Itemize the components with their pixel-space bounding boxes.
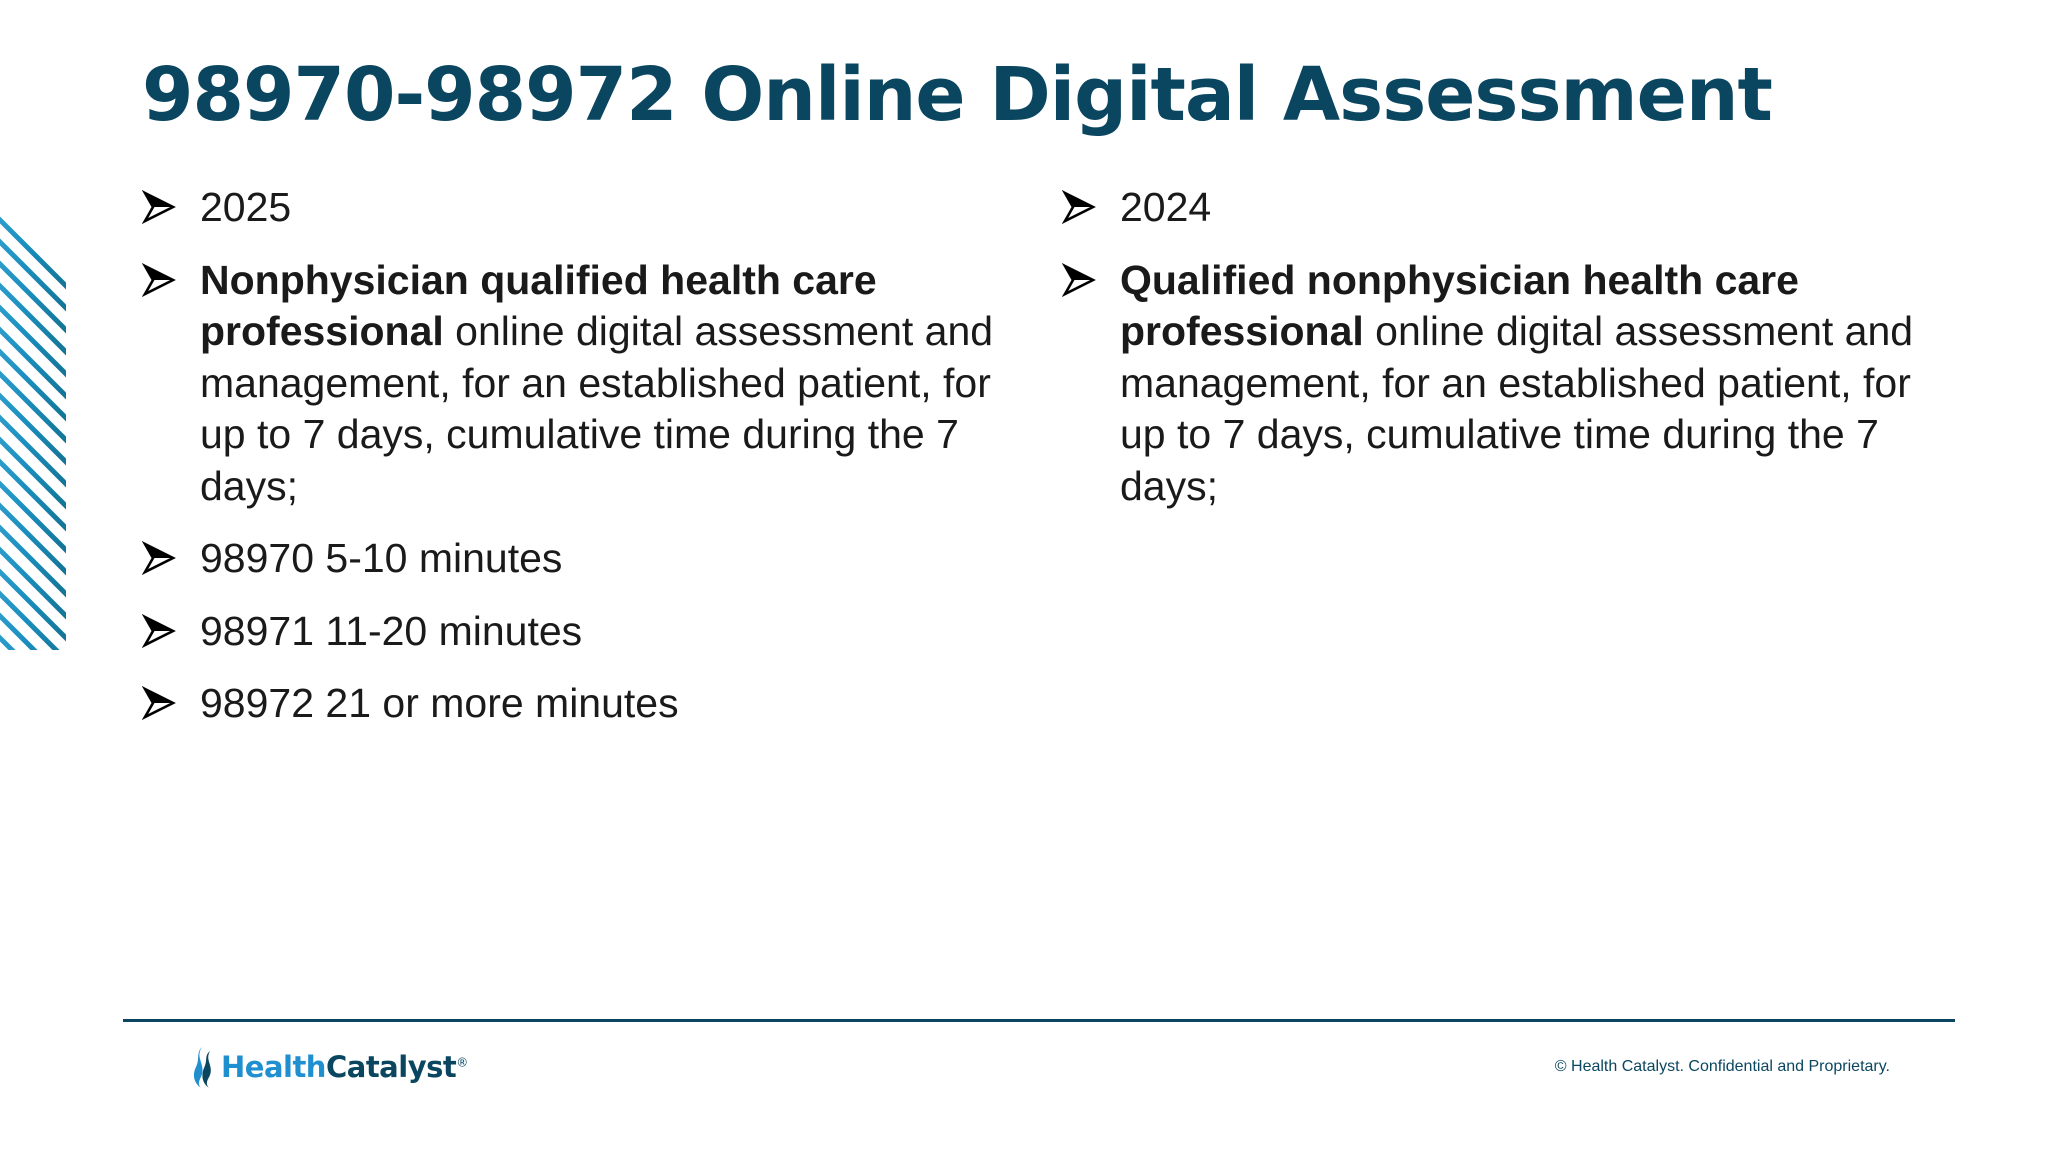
list-item-description — [142, 255, 1022, 513]
list-item-code — [142, 678, 1022, 730]
logo-registered-mark: ® — [456, 1055, 468, 1070]
code-text: 98972 21 or more minutes — [200, 680, 679, 726]
code-text: 98971 11-20 minutes — [200, 607, 583, 654]
flame-logo-icon — [192, 1045, 218, 1089]
list-item-year — [142, 182, 1022, 234]
arrow-bullet-icon — [142, 541, 176, 575]
list-item-code — [142, 533, 1022, 585]
year-label: 2024 — [1120, 184, 1212, 230]
health-catalyst-logo — [192, 1045, 468, 1089]
copyright-notice: © Health Catalyst. Confidential and Proprietary. — [1554, 1058, 1890, 1075]
arrow-bullet-icon — [142, 263, 176, 297]
decorative-stripes — [0, 210, 70, 660]
description-bold: Nonphysician qualified health care professional — [200, 256, 877, 354]
right-column — [1062, 182, 1942, 533]
list-item-year — [1062, 182, 1942, 234]
description-text: online digital assessment and management, for an established patient, for up to 7 days, cumulative time during the 7 days; — [200, 308, 994, 509]
footer-divider — [123, 1019, 1955, 1022]
logo-text-catalyst: Catalyst — [325, 1050, 457, 1084]
slide-title: 98970-98972 Online Digital Assessment — [142, 52, 1772, 138]
list-item-code — [142, 606, 1022, 658]
arrow-bullet-icon — [1062, 263, 1096, 297]
arrow-bullet-icon — [1062, 190, 1096, 224]
description-bold: Qualified nonphysician health care professional — [1120, 256, 1799, 354]
list-item-description — [1062, 255, 1942, 513]
code-text: 98970 5-10 minutes — [200, 535, 563, 581]
arrow-bullet-icon — [142, 614, 176, 648]
year-label: 2025 — [200, 184, 292, 230]
logo-text-health: Health — [221, 1050, 326, 1084]
arrow-bullet-icon — [142, 686, 176, 720]
arrow-bullet-icon — [142, 190, 176, 224]
left-column — [142, 182, 1022, 751]
description-text: online digital assessment and management, for an established patient, for up to 7 days, cumulative time during the 7 days; — [1120, 308, 1914, 509]
